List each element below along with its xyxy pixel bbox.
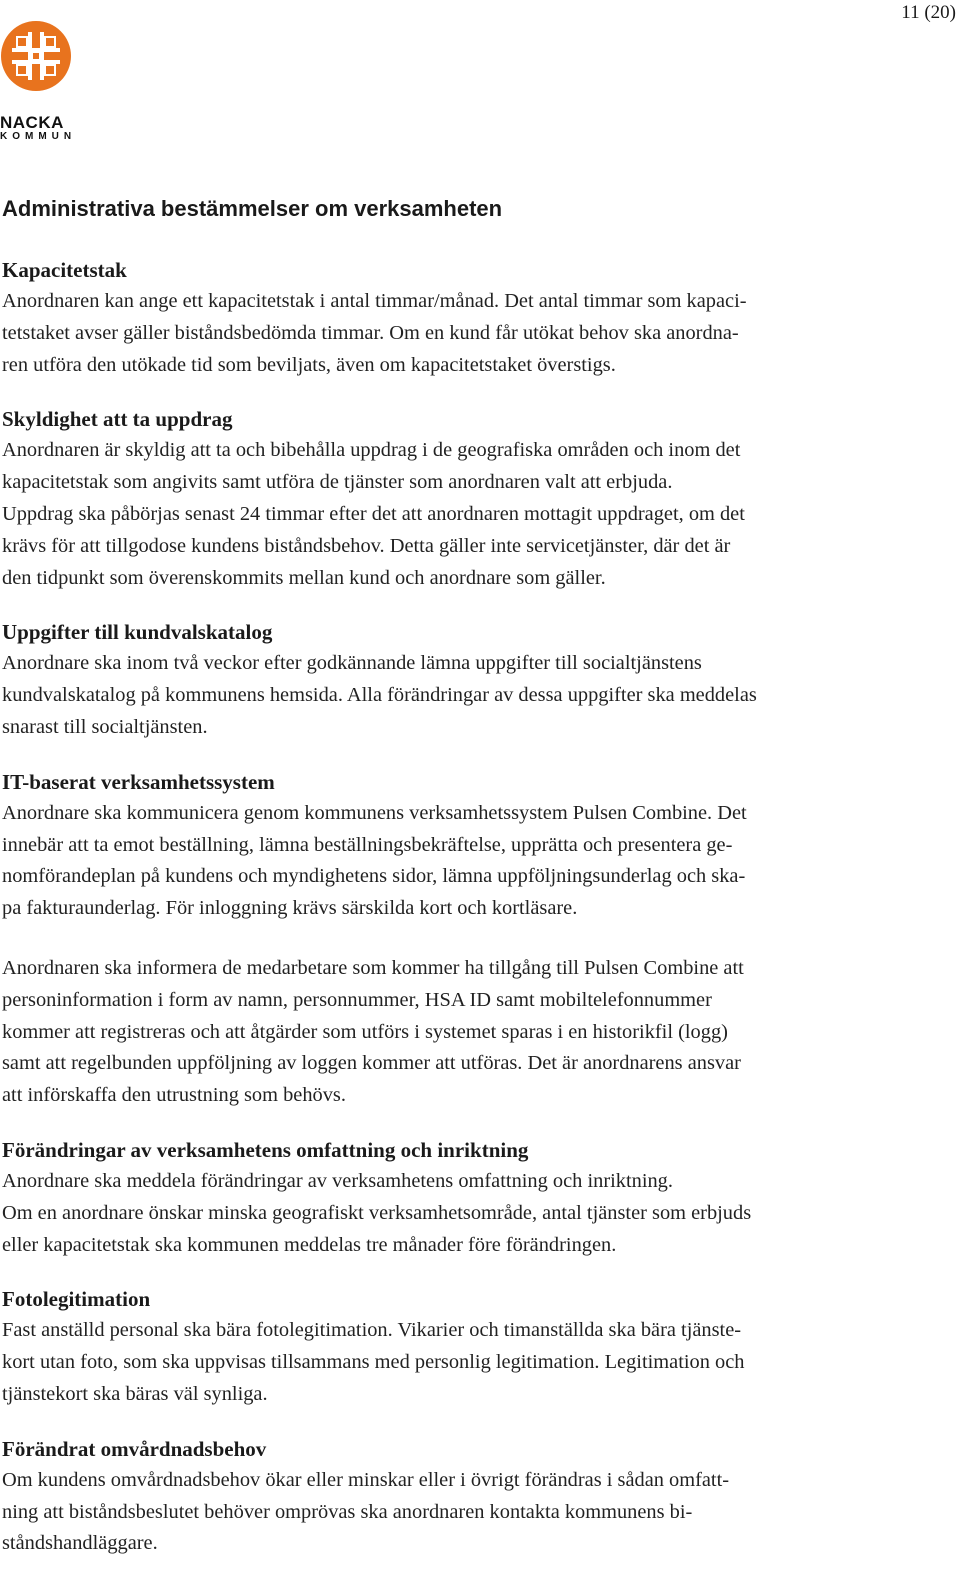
text-line: pa fakturaunderlag. För inloggning krävs särskilda kort och kortläsare.	[2, 897, 578, 920]
logo-subname: KOMMUN	[0, 131, 77, 142]
text-line: Uppdrag ska påbörjas senast 24 timmar efter det att anordnaren mottagit uppdraget, om det	[2, 502, 745, 525]
text-line: Fast anställd personal ska bära fotolegitimation. Vikarier och timanställda ska bära tjänste-	[2, 1319, 742, 1342]
section-forandringar	[2, 1134, 952, 1261]
text-line: tetstaket avser gäller biståndsbedömda timmar. Om en kund får utökat behov ska anordna-	[2, 321, 739, 344]
section-heading: Förändrat omvårdnadsbehov	[2, 1436, 267, 1461]
section-omvardnadsbehov	[2, 1433, 952, 1560]
text-line: nomförandeplan på kundens och myndighetens sidor, lämna uppföljningsunderlag och ska-	[2, 865, 746, 888]
text-line: kundvalskatalog på kommunens hemsida. Alla förändringar av dessa uppgifter ska meddelas	[2, 684, 757, 707]
text-line: krävs för att tillgodose kundens biståndsbehov. Detta gäller inte servicetjänster, där det är	[2, 534, 731, 557]
text-line: Anordnaren kan ange ett kapacitetstak i antal timmar/månad. Det antal timmar som kapaci-	[2, 290, 747, 312]
text-line: att införskaffa den utrustning som behövs.	[2, 1084, 346, 1107]
text-line: kort utan foto, som ska uppvisas tillsammans med personlig legitimation. Legitimation och	[2, 1351, 745, 1374]
text-line: Anordnare ska kommunicera genom kommunens verksamhetssystem Pulsen Combine. Det	[2, 801, 747, 824]
text-line: tjänstekort ska bäras väl synliga.	[2, 1382, 268, 1405]
text-line: ning att biståndsbeslutet behöver omprövas ska anordnaren kontakta kommunens bi-	[2, 1500, 693, 1523]
paragraph	[2, 435, 952, 594]
section-it-system	[2, 766, 952, 1112]
section-skyldighet	[2, 403, 952, 594]
section-heading: IT-baserat verksamhetssystem	[2, 769, 275, 794]
text-line: personinformation i form av namn, personnummer, HSA ID samt mobiltelefonnummer	[2, 988, 712, 1011]
paragraph	[2, 953, 952, 1112]
text-line: ren utföra den utökade tid som beviljats, även om kapacitetstaket överstigs.	[2, 353, 616, 376]
logo-name: NACKA	[0, 113, 64, 132]
document-body	[2, 254, 952, 1582]
text-line: Om kundens omvårdnadsbehov ökar eller minskar eller i övrigt förändras i sådan omfatt-	[2, 1468, 730, 1491]
section-kundvalskatalog	[2, 616, 952, 743]
nacka-kommun-logo	[0, 20, 80, 142]
text-line: Anordnare ska meddela förändringar av verksamhetens omfattning och inriktning.	[2, 1169, 673, 1192]
text-line: Anordnaren ska informera de medarbetare som kommer ha tillgång till Pulsen Combine att	[2, 956, 744, 979]
text-line: eller kapacitetstak ska kommunen meddelas tre månader före förändringen.	[2, 1233, 617, 1256]
text-line: innebär att ta emot beställning, lämna beställningsbekräftelse, upprätta och presentera ge-	[2, 833, 733, 856]
paragraph	[2, 798, 952, 925]
paragraph	[2, 1166, 952, 1261]
text-line: kapacitetstak som angivits samt utföra de tjänster som anordnaren valt att erbjuda.	[2, 471, 673, 494]
paragraph	[2, 648, 952, 743]
section-heading: Uppgifter till kundvalskatalog	[2, 620, 273, 645]
paragraph	[2, 286, 952, 381]
text-line: kommer att registreras och att åtgärder som utförs i systemet sparas i en historikfil (logg)	[2, 1020, 728, 1043]
section-heading: Fotolegitimation	[2, 1287, 151, 1312]
document-title: Administrativa bestämmelser om verksamheten	[2, 196, 503, 221]
text-line: snarast till socialtjänsten.	[2, 715, 208, 738]
text-line: Anordnare ska inom två veckor efter godkännande lämna uppgifter till socialtjänstens	[2, 652, 702, 675]
section-heading: Kapacitetstak	[2, 258, 127, 282]
section-fotolegitimation	[2, 1283, 952, 1410]
text-line: den tidpunkt som överenskommits mellan kund och anordnare som gäller.	[2, 566, 606, 589]
section-heading: Skyldighet att ta uppdrag	[2, 407, 233, 432]
nacka-emblem-icon	[0, 20, 72, 92]
text-line: ståndshandläggare.	[2, 1532, 158, 1555]
paragraph	[2, 1465, 952, 1560]
text-line: Anordnaren är skyldig att ta och bibehålla uppdrag i de geografiska områden och inom det	[2, 439, 741, 462]
section-kapacitetstak	[2, 254, 952, 381]
paragraph	[2, 1315, 952, 1410]
text-line: samt att regelbunden uppföljning av loggen kommer att utföras. Det är anordnarens ansvar	[2, 1052, 741, 1075]
section-heading: Förändringar av verksamhetens omfattning och inriktning	[2, 1137, 529, 1162]
page-number: 11 (20)	[901, 2, 956, 23]
text-line: Om en anordnare önskar minska geografiskt verksamhetsområde, antal tjänster som erbjuds	[2, 1201, 752, 1224]
